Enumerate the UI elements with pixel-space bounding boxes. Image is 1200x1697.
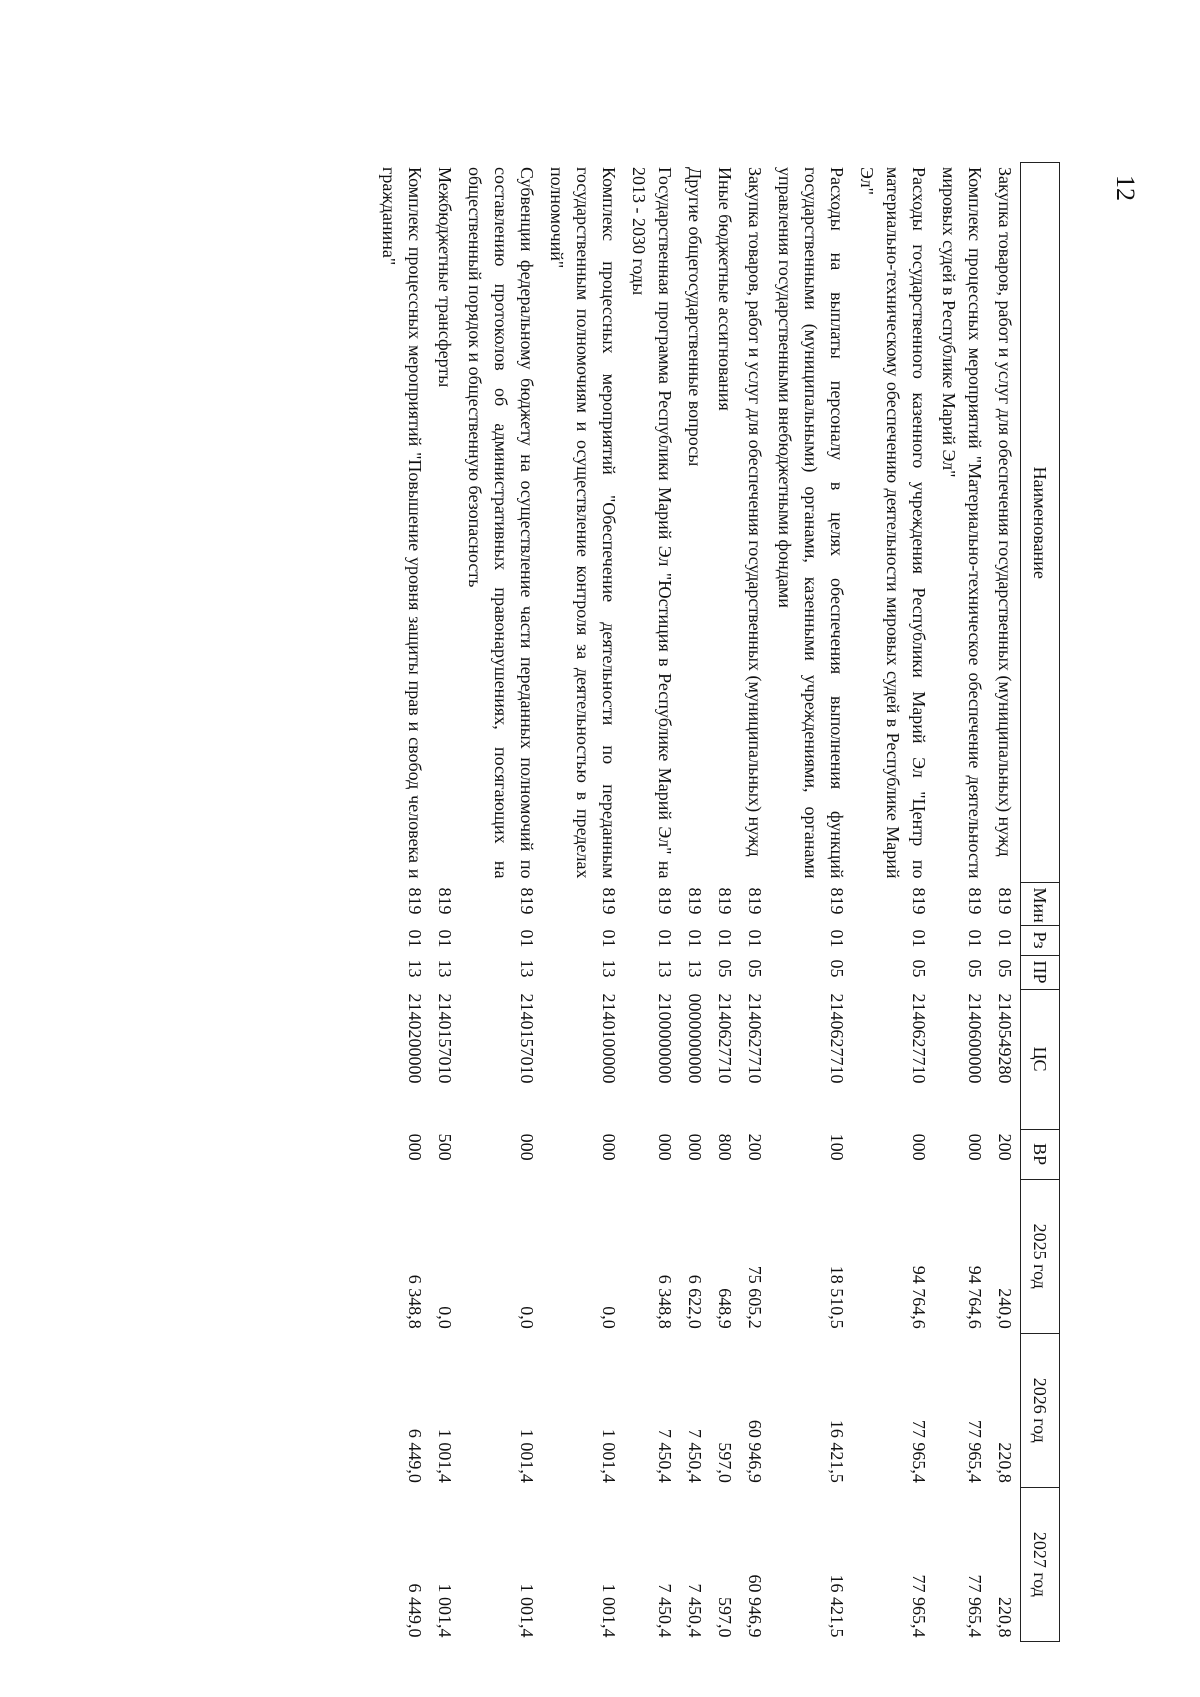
table-row [430, 163, 460, 1642]
row-2025: 94 764,6 [909, 1265, 929, 1329]
row-rz: 01 [685, 929, 705, 948]
row-vr: 000 [517, 1133, 537, 1161]
row-min: 819 [435, 887, 455, 915]
row-cs: 2140627710 [909, 993, 929, 1084]
row-vr: 000 [685, 1133, 705, 1161]
row-cs: 2140100000 [599, 993, 619, 1084]
row-name: Расходы на выплаты персоналу в целях обеспечения выполнения функций государственными (муниципальными) органами, казенными учреждениями, органами управления государственными внебюджетными фондами [775, 167, 847, 879]
row-cs: 0000000000 [685, 993, 705, 1084]
header-pr: ПР [1021, 955, 1060, 989]
header-min: Мин [1021, 883, 1060, 925]
row-rz: 01 [517, 929, 537, 948]
budget-sheet [200, 162, 1060, 1642]
page-number: 12 [1111, 175, 1140, 201]
row-name: Закупка товаров, работ и услуг для обеспечения государственных (муниципальных) нужд [995, 167, 1015, 857]
row-min: 819 [965, 887, 985, 915]
row-2027: 7 450,4 [685, 1583, 705, 1638]
table-row [934, 163, 990, 1642]
row-pr: 13 [517, 959, 537, 978]
row-2025: 6 622,0 [685, 1274, 705, 1329]
row-2025: 94 764,6 [965, 1265, 985, 1329]
row-2025: 18 510,5 [827, 1265, 847, 1329]
row-2025: 240,0 [995, 1288, 1015, 1329]
row-cs: 2140627710 [827, 993, 847, 1084]
row-name: Межбюджетные трансферты [435, 167, 455, 388]
row-cs: 2140157010 [435, 993, 455, 1084]
row-cs: 2140549280 [995, 993, 1015, 1084]
row-name: Государственная программа Республики Марий Эл "Юстиция в Республике Марий Эл" на 2013 - 2030 годы [629, 167, 675, 879]
row-rz: 01 [965, 929, 985, 948]
row-2027: 77 965,4 [909, 1574, 929, 1638]
row-rz: 01 [599, 929, 619, 948]
header-rz: Рз [1021, 925, 1060, 955]
row-rz: 01 [715, 929, 735, 948]
row-vr: 000 [655, 1133, 675, 1161]
row-name: Другие общегосударственные вопросы [685, 167, 705, 467]
row-rz: 01 [995, 929, 1015, 948]
row-pr: 05 [965, 959, 985, 978]
row-vr: 000 [405, 1133, 425, 1161]
table-row [710, 163, 740, 1642]
row-name: Комплекс процессных мероприятий "Материально-техническое обеспечение деятельности мировых судей в Республике Марий Эл" [939, 167, 985, 879]
row-2026: 1 001,4 [599, 1428, 619, 1483]
row-2027: 77 965,4 [965, 1574, 985, 1638]
row-cs: 2140157010 [517, 993, 537, 1084]
row-2026: 60 946,9 [745, 1419, 765, 1483]
row-vr: 000 [965, 1133, 985, 1161]
row-name: Комплекс процессных мероприятий "Повышение уровня защиты прав и свобод человека и гражданина" [379, 167, 425, 879]
row-2027: 1 001,4 [517, 1583, 537, 1638]
row-rz: 01 [405, 929, 425, 948]
row-rz: 01 [909, 929, 929, 948]
row-vr: 500 [435, 1133, 455, 1161]
table-row [542, 163, 624, 1642]
row-pr: 05 [715, 959, 735, 978]
row-vr: 200 [995, 1133, 1015, 1161]
header-2027: 2027 год [1021, 1487, 1060, 1641]
row-2027: 220,8 [995, 1597, 1015, 1638]
row-min: 819 [599, 887, 619, 915]
row-2025: 6 348,8 [655, 1274, 675, 1329]
row-pr: 13 [405, 959, 425, 978]
row-cs: 2140627710 [715, 993, 735, 1084]
row-pr: 13 [435, 959, 455, 978]
row-min: 819 [517, 887, 537, 915]
row-name: Иные бюджетные ассигнования [715, 167, 735, 411]
header-2025: 2025 год [1021, 1179, 1060, 1333]
table-row [460, 163, 542, 1642]
table-row [624, 163, 680, 1642]
row-pr: 13 [685, 959, 705, 978]
row-cs: 2140627710 [745, 993, 765, 1084]
row-name: Расходы государственного казенного учреждения Республики Марий Эл "Центр по материально-техническому обеспечению деятельности мировых судей в Республике Марий Эл" [857, 167, 929, 879]
row-min: 819 [715, 887, 735, 915]
table-row [374, 163, 430, 1642]
row-2026: 16 421,5 [827, 1419, 847, 1483]
row-2027: 1 001,4 [599, 1583, 619, 1638]
row-min: 819 [745, 887, 765, 915]
row-min: 819 [655, 887, 675, 915]
row-pr: 05 [745, 959, 765, 978]
row-min: 819 [995, 887, 1015, 915]
row-vr: 000 [909, 1133, 929, 1161]
row-2025: 6 348,8 [405, 1274, 425, 1329]
row-pr: 13 [655, 959, 675, 978]
row-cs: 2100000000 [655, 993, 675, 1084]
header-cs: ЦС [1021, 989, 1060, 1129]
row-rz: 01 [435, 929, 455, 948]
row-min: 819 [685, 887, 705, 915]
row-2027: 597,0 [715, 1597, 735, 1638]
row-rz: 01 [745, 929, 765, 948]
row-2025: 0,0 [517, 1306, 537, 1329]
row-2026: 1 001,4 [435, 1428, 455, 1483]
row-rz: 01 [827, 929, 847, 948]
table-header [1021, 163, 1060, 1642]
row-vr: 100 [827, 1133, 847, 1161]
row-cs: 2140200000 [405, 993, 425, 1084]
row-name: Субвенции федеральному бюджету на осуществление части переданных полномочий по составлению протоколов об административных правонарушениях, посягающих на общественный порядок и общественную безопасность [465, 167, 537, 879]
table-row [770, 163, 852, 1642]
row-pr: 05 [827, 959, 847, 978]
row-2027: 60 946,9 [745, 1574, 765, 1638]
row-2025: 75 605,2 [745, 1265, 765, 1329]
row-2026: 77 965,4 [909, 1419, 929, 1483]
row-pr: 05 [909, 959, 929, 978]
row-vr: 200 [745, 1133, 765, 1161]
row-min: 819 [827, 887, 847, 915]
table-row [680, 163, 710, 1642]
row-2026: 7 450,4 [685, 1428, 705, 1483]
table-row [740, 163, 770, 1642]
header-2026: 2026 год [1021, 1333, 1060, 1487]
header-vr: ВР [1021, 1129, 1060, 1179]
row-2027: 1 001,4 [435, 1583, 455, 1638]
row-2026: 77 965,4 [965, 1419, 985, 1483]
row-pr: 13 [599, 959, 619, 978]
row-2027: 6 449,0 [405, 1583, 425, 1638]
table-row [990, 163, 1021, 1642]
row-name: Комплекс процессных мероприятий "Обеспечение деятельности по переданным государственным полномочиям и осуществление контроля за деятельностью в пределах полномочий" [547, 167, 619, 879]
row-rz: 01 [655, 929, 675, 948]
row-2026: 1 001,4 [517, 1428, 537, 1483]
row-2027: 16 421,5 [827, 1574, 847, 1638]
budget-table [374, 162, 1060, 1642]
row-2025: 0,0 [599, 1306, 619, 1329]
row-min: 819 [405, 887, 425, 915]
table-body [374, 163, 1021, 1642]
row-name: Закупка товаров, работ и услуг для обеспечения государственных (муниципальных) нужд [745, 167, 765, 857]
row-2026: 597,0 [715, 1442, 735, 1483]
header-name: Наименование [1021, 163, 1060, 883]
row-cs: 2140600000 [965, 993, 985, 1084]
row-2026: 7 450,4 [655, 1428, 675, 1483]
row-vr: 800 [715, 1133, 735, 1161]
row-2025: 0,0 [435, 1306, 455, 1329]
row-vr: 000 [599, 1133, 619, 1161]
row-pr: 05 [995, 959, 1015, 978]
row-2025: 648,9 [715, 1288, 735, 1329]
row-2026: 220,8 [995, 1442, 1015, 1483]
row-2026: 6 449,0 [405, 1428, 425, 1483]
row-min: 819 [909, 887, 929, 915]
row-2027: 7 450,4 [655, 1583, 675, 1638]
table-row [852, 163, 934, 1642]
